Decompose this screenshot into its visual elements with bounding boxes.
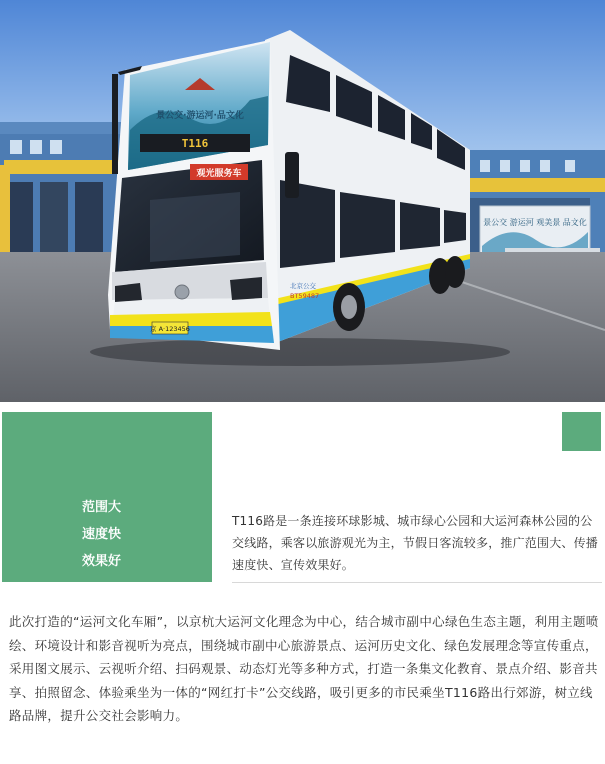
tag-fast-speed: 速度快 xyxy=(82,527,122,542)
bus-windshield-banner: 景公交·游运河·品文化 xyxy=(156,111,244,121)
bus-fleet-number: BT59487 xyxy=(290,292,320,300)
bus-plate: 京 A·123456 xyxy=(150,325,190,333)
tag-wide-range: 范围大 xyxy=(82,500,122,515)
divider-line xyxy=(232,582,602,583)
body-paragraph: 此次打造的“运河文化车厢”，以京杭大运河文化理念为中心，结合城市副中心绿色生态主题，利用主题喷绘、环境设计和影音视听为亮点，围绕城市副中心旅游景点、运河历史文化、绿色发展理念等宣传重点，采用图文展示、云视听介绍、扫码观景、动态灯光等多种方式，打造一条集文化教育、景点介绍、影音共享、拍照留念、体验乘坐为一体的“网红打卡”公交线路，吸引更多的市民乘坐T116路出行郊游，树立线路品牌，提升公交社会影响力。 xyxy=(9,614,599,723)
tag-good-effect: 效果好 xyxy=(82,554,122,569)
green-tag-box xyxy=(2,412,212,582)
bus-brand: 北京公交 xyxy=(290,282,316,290)
bus-route-display: T116 xyxy=(181,137,209,150)
tag-list xyxy=(82,494,121,575)
billboard-text: 景公交 游运河 观美景 品文化 xyxy=(483,218,587,227)
intro-paragraph: T116路是一条连接环球影城、城市绿心公园和大运河森林公园的公交线路，乘客以旅游观光为主，节假日客流较多，推广范围大、传播速度快、宣传效果好。 xyxy=(232,514,599,572)
bus-sign: 观光服务车 xyxy=(196,169,242,179)
decorative-green-square xyxy=(562,412,601,451)
